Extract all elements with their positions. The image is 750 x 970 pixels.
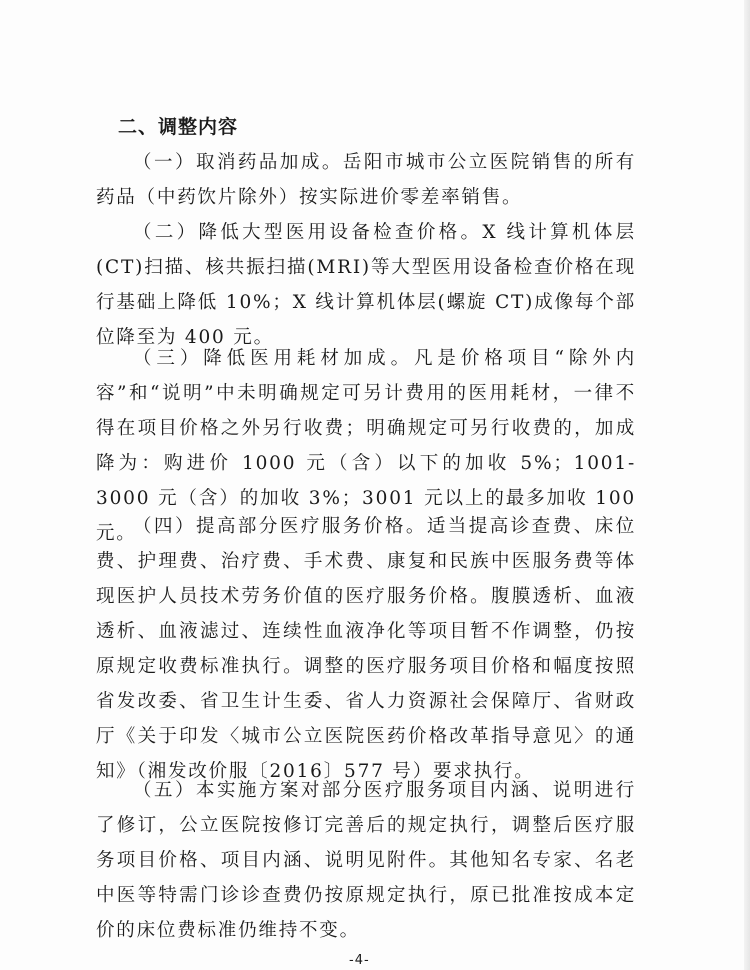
paragraph-raise-service-prices: （四）提高部分医疗服务价格。适当提高诊查费、床位费、护理费、治疗费、手术费、康复和民族中医服务费等体现医护人员技术劳务价值的医疗服务价格。腹膜透析、血液透析、血液滤过、连续性血液净化等项目暂不作调整，仍按原规定收费标准执行。调整的医疗服务项目价格和幅度按照省发改委、省卫生计生委、省人力资源社会保障厅、省财政厅《关于印发〈城市公立医院医药价格改革指导意见〉的通知》（湘发改价服〔2016〕577 号）要求执行。	[96, 516, 636, 782]
scan-edge-shadow	[744, 0, 750, 970]
paragraph-cancel-drug-markup: （一）取消药品加成。岳阳市城市公立医院销售的所有药品（中药饮片除外）按实际进价零差率销售。	[96, 152, 636, 208]
section-heading: 二、调整内容	[118, 116, 239, 138]
paragraph-reduce-equipment-prices: （二）降低大型医用设备检查价格。X 线计算机体层(CT)扫描、核共振扫描(MRI)等大型医用设备检查价格在现行基础上降低 10%；X 线计算机体层(螺旋 CT)成像每个部位降至为 400 元。	[96, 222, 636, 348]
paragraph-reduce-consumables-markup: （三）降低医用耗材加成。凡是价格项目“除外内容”和“说明”中未明确规定可另计费用的医用耗材，一律不得在项目价格之外另行收费；明确规定可另行收费的，加成降为：购进价 1000 元（含）以下的加收 5%；1001-3000 元（含）的加收 3%；3001 元以上的最多加收 100 元。	[96, 348, 636, 544]
page-number: -4-	[349, 953, 370, 968]
paragraph-revise-service-items: （五）本实施方案对部分医疗服务项目内涵、说明进行了修订，公立医院按修订完善后的规定执行，调整后医疗服务项目价格、项目内涵、说明见附件。其他知名专家、名老中医等特需门诊诊查费仍按原规定执行，原已批准按成本定价的床位费标准仍维持不变。	[96, 780, 636, 941]
